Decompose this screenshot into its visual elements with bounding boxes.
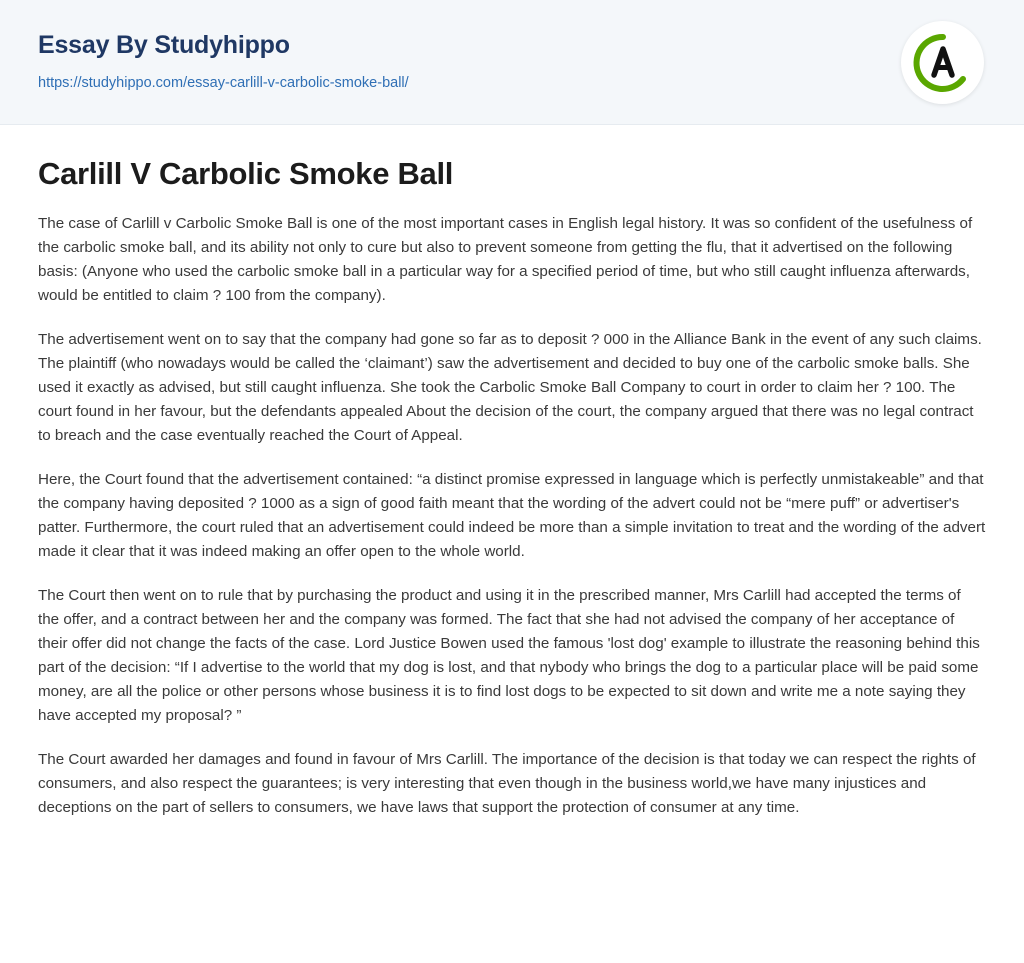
paragraph: The advertisement went on to say that the company had gone so far as to deposit ? 000 in the Alliance Bank in the event of any such claims. The plaintiff (who nowadays would be called the ‘claimant’) saw the advertisement and decided to buy one of the carbolic smoke balls. She used it exactly as advised, but still caught influenza. She took the Carbolic Smoke Ball Company to court in order to claim her ? 100. The court found in her favour, but the defendants appealed About the decision of the court, the company argued that there was no legal contract to breach and the case eventually reached the Court of Appeal. [38, 330, 982, 444]
page-title: Carlill V Carbolic Smoke Ball [38, 156, 454, 191]
paragraph: The Court then went on to rule that by purchasing the product and using it in the prescribed manner, Mrs Carlill had accepted the terms of the offer, and a contract between her and the company was formed. The fact that she had not advised the company of her acceptance of their offer did not change the facts of the case. Lord Justice Bowen used the famous 'lost dog' example to illustrate the reasoning behind this part of the decision: “If I advertise to the world that my dog is lost, and that nybody who brings the dog to a particular place will be paid some money, are all the police or other persons whose business it is to find lost dogs to be expected to sit down and write me a note saying they have accepted my proposal? ” [38, 586, 980, 724]
paragraph: The case of Carlill v Carbolic Smoke Ball is one of the most important cases in English legal history. It was so confident of the usefulness of the carbolic smoke ball, and its ability not only to cure but also to prevent someone from getting the flu, that it advertised on the following basis: (Anyone who used the carbolic smoke ball in a particular way for a specified period of time, but who still caught influenza afterwards, would be entitled to claim ? 100 from the company). [38, 214, 973, 304]
source-url[interactable]: https://studyhippo.com/essay-carlill-v-carbolic-smoke-ball/ [38, 75, 409, 91]
paragraph: Here, the Court found that the advertisement contained: “a distinct promise expressed in language which is perfectly unmistakeable” and that the company having deposited ? 1000 as a sign of good faith meant that the wording of the advert could not be “mere puff” or advertiser's patter. Furthermore, the court ruled that an advertisement could indeed be more than a simple invitation to treat and the wording of the advert made it clear that it was indeed making an offer open to the whole world. [38, 470, 986, 560]
document-content [0, 125, 1024, 820]
site-brand: Essay By Studyhippo [38, 31, 290, 59]
paragraph: The Court awarded her damages and found in favour of Mrs Carlill. The importance of the decision is that today we can respect the rights of consumers, and also respect the guarantees; is very interesting that even though in the business world,we have many injustices and deceptions on the part of sellers to consumers, we have laws that support the protection of consumer at any time. [38, 750, 976, 816]
page-header [0, 0, 1024, 125]
letter-a-circle-logo-icon [901, 21, 984, 104]
